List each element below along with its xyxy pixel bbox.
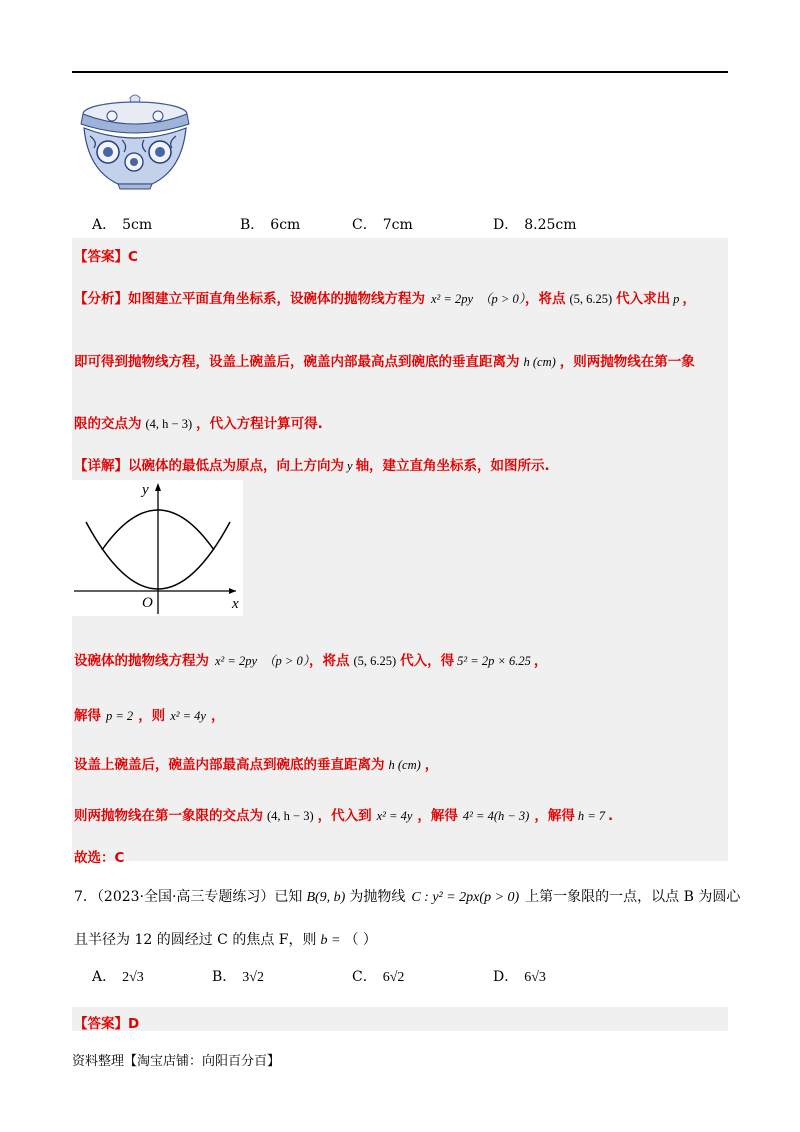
q7-option-b: B． 3√2 [212, 969, 264, 985]
q6-detail-line2: 设碗体的抛物线方程为 x² = 2py （p > 0），将点 (5, 6.25) 代入，得 5² = 2p × 6.25 ， [74, 653, 548, 669]
q7-stem-line1: 7．（2023·全国·高三专题练习）已知 B(9, b) 为抛物线 C : y² = 2px(p > 0) 上第一象限的一点，以点 B 为圆心 [74, 889, 741, 905]
graph-axis-x-label: x [232, 596, 239, 612]
graph-origin-label: O [142, 595, 153, 611]
graph-axis-y-label: y [142, 482, 149, 498]
q6-detail-line1: 【详解】以碗体的最低点为原点，向上方向为 y 轴，建立直角坐标系，如图所示. [74, 458, 550, 474]
q7-option-d: D． 6√3 [493, 969, 546, 985]
q6-analysis-line3: 限的交点为 (4, h − 3) ，代入方程计算可得. [74, 416, 323, 432]
q6-answer: 【答案】C [74, 249, 138, 265]
q7-stem-line2: 且半径为 12 的圆经过 C 的焦点 F，则 b = （ ） [74, 932, 377, 948]
footer-text: 资料整理【淘宝店铺：向阳百分百】 [72, 1054, 281, 1069]
q6-detail-line4: 设盖上碗盖后，碗盖内部最高点到碗底的垂直距离为 h (cm) ， [74, 757, 439, 773]
q6-option-a: A． 5cm [92, 217, 153, 233]
q6-option-c: C． 7cm [352, 217, 413, 233]
q6-analysis-line1: 【分析】如图建立平面直角坐标系，设碗体的抛物线方程为 x² = 2py （p > 0），将点 (5, 6.25) 代入求出 p ， [74, 291, 696, 307]
parabola-graph [72, 480, 243, 616]
q7-option-a: A． 2√3 [92, 969, 144, 985]
header-rule [72, 71, 728, 73]
q6-detail-line5: 则两抛物线在第一象限的交点为 (4, h − 3) ，代入到 x² = 4y ，解得 4² = 4(h − 3) ，解得 h = 7 . [74, 808, 614, 824]
q6-option-d: D． 8.25cm [493, 217, 577, 233]
q6-detail-line3: 解得 p = 2 ，则 x² = 4y ， [74, 708, 225, 724]
q7-answer-background [72, 1007, 728, 1031]
q6-analysis-line2: 即可得到抛物线方程，设盖上碗盖后，碗盖内部最高点到碗底的垂直距离为 h (cm) ，则两抛物线在第一象 [74, 354, 695, 370]
bowl-image [72, 90, 198, 194]
q6-choice: 故选：C [74, 850, 125, 866]
q7-option-c: C． 6√2 [352, 969, 405, 985]
q7-answer: 【答案】D [74, 1016, 140, 1032]
q6-option-b: B． 6cm [240, 217, 301, 233]
